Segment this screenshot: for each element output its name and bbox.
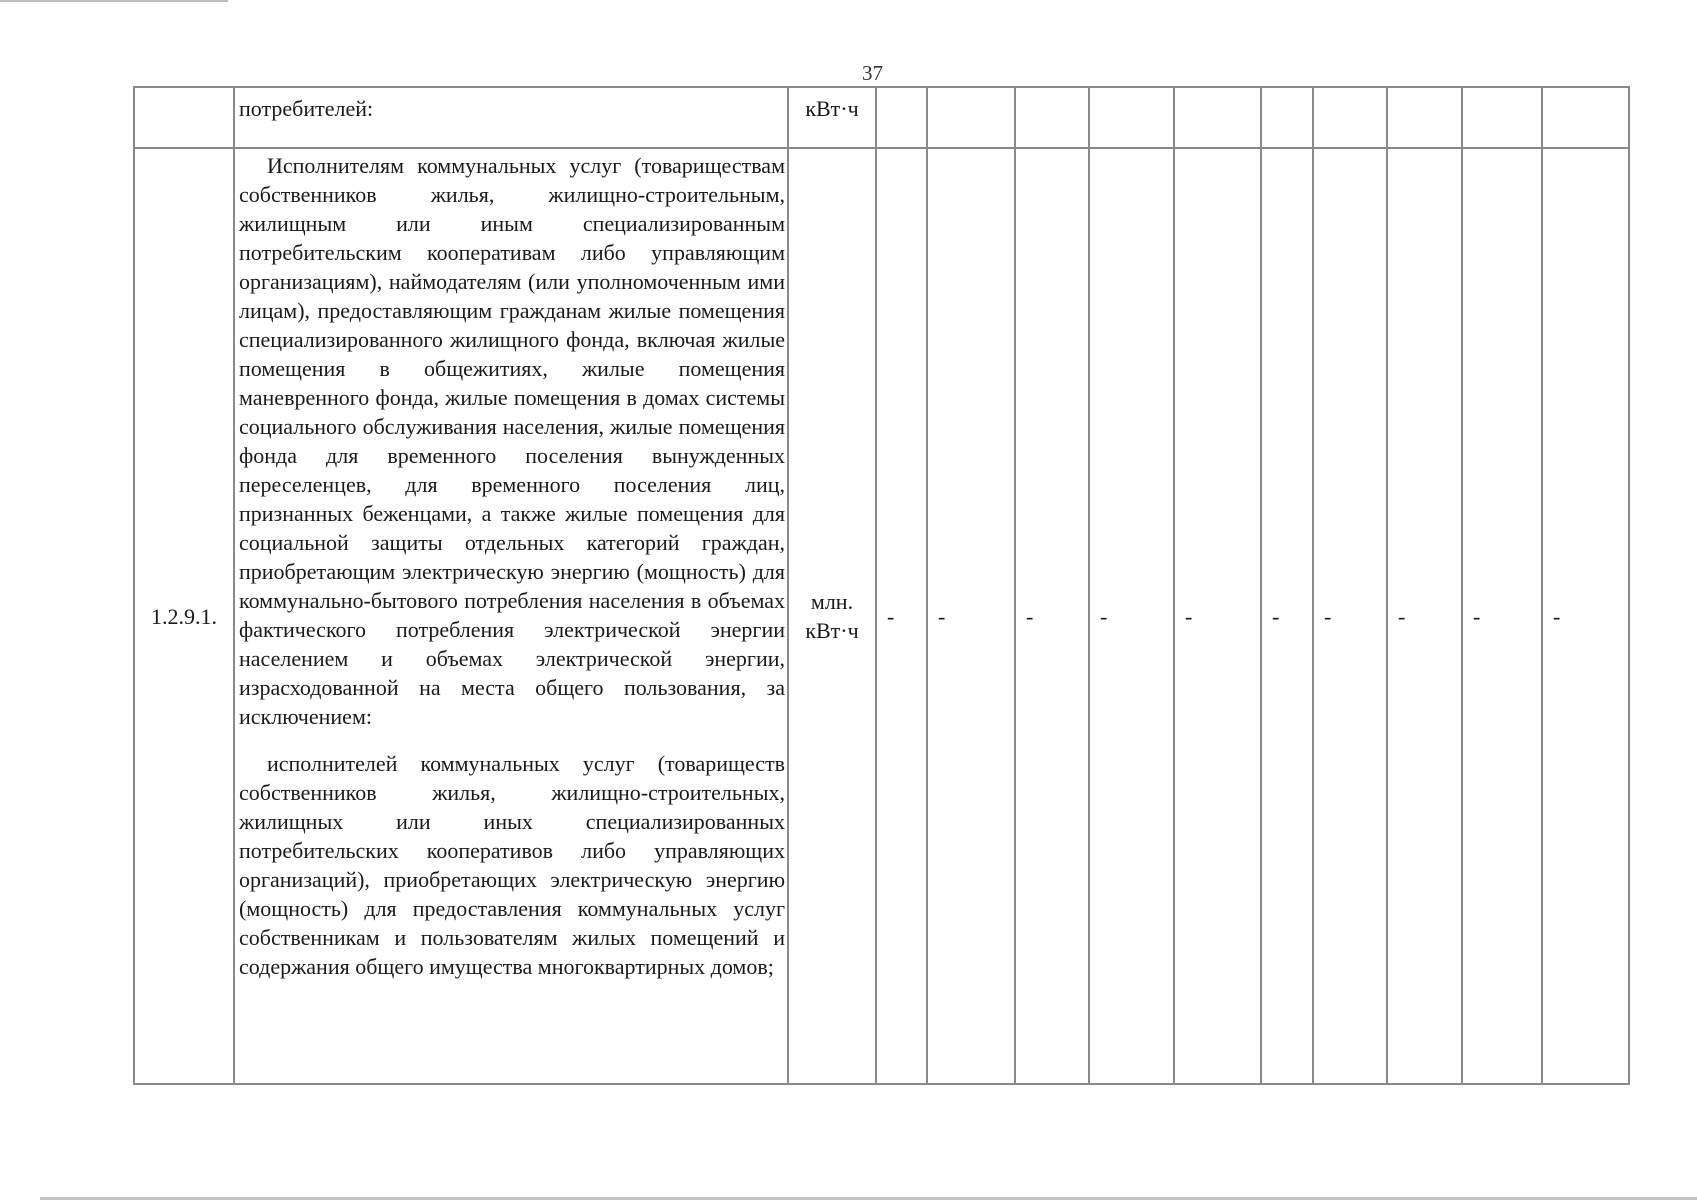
value-cell bbox=[1089, 87, 1174, 148]
unit-cell: кВт·ч bbox=[788, 87, 876, 148]
page-number: 37 bbox=[862, 61, 883, 85]
value-cell: - bbox=[927, 148, 1015, 1084]
value-cell: - bbox=[876, 148, 927, 1084]
scan-artifact-top bbox=[0, 0, 228, 2]
value-cell: - bbox=[1261, 148, 1313, 1084]
value-cell bbox=[927, 87, 1015, 148]
description-cell: потребителей: bbox=[234, 87, 788, 148]
value-cell: - bbox=[1015, 148, 1089, 1084]
value-cell bbox=[1174, 87, 1261, 148]
description-paragraph-1: Исполнителям коммунальных услуг (товариществам собственников жилья, жилищно-строительным, жилищным или иным специализированным потребительским кооперативам либо управляющим организациям), наймодателям (или уполномоченным ими лицам), предоставляющим гражданам жилые помещения специализированного жилищного фонда, включая жилые помещения в общежитиях, жилые помещения маневренного фонда, жилые помещения в домах системы социального обслуживания населения, жилые помещения фонда для временного поселения вынужденных переселенцев, для временного поселения лиц, признанных беженцами, а также жилые помещения для социальной защиты отдельных категорий граждан, приобретающим электрическую энергию (мощность) для коммунально-бытового потребления населения в объемах фактического потребления электрической энергии населением и объемах электрической энергии, израсходованной на места общего пользования, за исключением: bbox=[239, 153, 785, 729]
value-cell: - bbox=[1174, 148, 1261, 1084]
table-row-1-2-9-1 bbox=[134, 148, 1629, 1084]
unit-line-1: млн. bbox=[810, 589, 854, 614]
row-number-cell: 1.2.9.1. bbox=[134, 148, 234, 1084]
value-cell: - bbox=[1387, 148, 1462, 1084]
value-cell bbox=[1261, 87, 1313, 148]
value-cell: - bbox=[1542, 148, 1629, 1084]
value-cell bbox=[1015, 87, 1089, 148]
value-cell bbox=[1542, 87, 1629, 148]
value-cell bbox=[1387, 87, 1462, 148]
value-cell bbox=[876, 87, 927, 148]
table-row-continuation bbox=[134, 87, 1629, 148]
value-cell: - bbox=[1089, 148, 1174, 1084]
value-cell: - bbox=[1313, 148, 1387, 1084]
unit-line-2: кВт·ч bbox=[805, 618, 859, 643]
row-number-cell bbox=[134, 87, 234, 148]
data-table bbox=[133, 86, 1630, 1085]
description-cell bbox=[234, 148, 788, 1084]
value-cell bbox=[1462, 87, 1542, 148]
description-paragraph-2: исполнителей коммунальных услуг (товариществ собственников жилья, жилищно-строительных, жилищных или иных специализированных потребительских кооперативов либо управляющих организаций), приобретающих электрическую энергию (мощность) для предоставления коммунальных услуг собственникам и пользователям жилых помещений и содержания общего имущества многоквартирных домов; bbox=[239, 751, 785, 979]
unit-cell bbox=[788, 148, 876, 1084]
value-cell bbox=[1313, 87, 1387, 148]
value-cell: - bbox=[1462, 148, 1542, 1084]
